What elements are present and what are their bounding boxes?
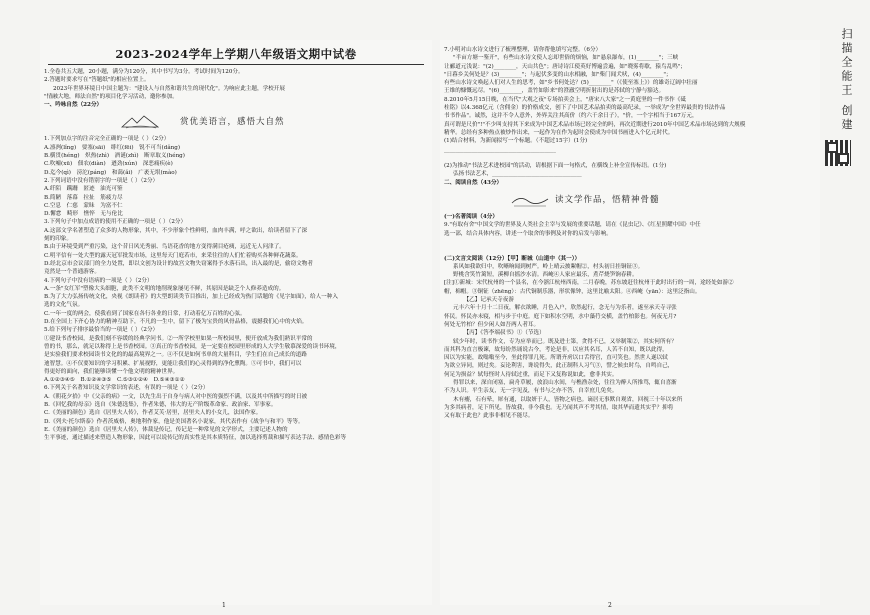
question-lines [440, 46, 820, 187]
question-line: A.《朝花夕拾》中《父亲的病》一文，以先生出于自身与病人对中医的强烈不满，以及其中所描写的时日被 [44, 393, 308, 400]
intro-line: "情融大地，师法自然"的项目化学习活动，邀你参加。 [44, 93, 178, 100]
option-line: A.这部文学名著塑造了众多的人物形象，其中，不少形象个性鲜明，血肉丰满，呼之欲出，给读者留下了深 [44, 227, 308, 234]
section-heading: 二、阅读自然（43分） [444, 179, 503, 186]
banner-text: 赏优美语言，感悟大自然 [180, 117, 285, 128]
passage-title: 【丙】《答李端叔书》①（节选） [444, 330, 545, 337]
passage-line: 怀民。怀民亦未寝，相与步于中庭。庭下如积水空明，水中藻荇交横，盖竹柏影也。何夜无月? [444, 313, 677, 320]
blank-line [444, 238, 816, 246]
question-line: 7.小明对山水诗文进行了梳理整理，请你帮他填写完整。（6分） [444, 47, 602, 53]
option-line: 迪智慧。④不仅要知识的学习积累、扩展视野，更能让我们的心灵得到的净化熏陶。⑤可书中，我们可以 [44, 360, 302, 367]
passage-line: 真可谓是尺价"!"不少叫支持其下来成为中国艺术品市场已经完全的吗，再次近期进行2010年中国艺术品市场达到的大规模 [444, 121, 746, 128]
answer-blank: ________________________________________ [444, 146, 556, 153]
option-line: B.由于环境受到严重污染，这个昔日风光秀丽、鸟语花香的地方变得满目疮痍，远近无人问津了。 [44, 244, 285, 251]
passage-line: 不为人识。平生亲友，无一字见及，有书与之亦不答，自幸庶几免矣。 [444, 388, 618, 395]
section-heading: 一、吟咏自然（22分） [44, 102, 103, 109]
option-line: A.一条"女红军"塑像大头细胞，此类不文明的地削现象屡见不鲜，其原因是缺乏个人修养造成的。 [44, 285, 285, 292]
qr-code-icon [825, 140, 851, 166]
passage-line: 为欲立异同，则过矣。妄论利害，谗说得失，此正制科人习气③，譬之候虫时鸟，自鸣自己， [444, 363, 674, 370]
question-line: 8.2010年5月15日晚，在当代"大观之夜"专场拍卖会上，"唐宋八大家"之一黄庭坚的一件书作《砥 [444, 96, 686, 103]
option-line: C.《美丽的颜色》选自《居里夫人传》，作者艾芙·居里，居里夫人的小女儿，法国作家。 [44, 410, 262, 417]
blank-line [444, 154, 816, 162]
passage-line: 书书作品"。诚然，这并不令人意外，外界关注其高价（约六千余日子），"价，一个字相当于167万元， [444, 113, 698, 120]
option-line: B.为了大力弘扬传统文化，央视《朗读者》的大型朗读类节目推出，加上已经成为热门话题的《见字如面》，给人一种入 [44, 294, 338, 301]
exam-page-2 [440, 40, 820, 605]
question-line: 1.下列加点字的注音完全正确的一项是（ ）（2分） [44, 136, 170, 143]
question-line: 9."有取有舍"中国文学的世界及人类社会主宰与发展的重要话题，请在《昆虫记》、《红星照耀中国》中任 [444, 222, 701, 229]
question-line: 3.下列句子中加点成语的使用不正确的一项是（ ）（2分） [44, 219, 187, 226]
note-line: [注]①新城：宋代杭州的一个县名，在今浙江杭州西南，二月春晚，苏东坡赶往杭州于此时出行的一周，途经处如游② [444, 280, 734, 287]
exam-page-1 [40, 40, 432, 605]
option-line: 刻的印象。 [44, 236, 72, 243]
passage-line: "日暮乡关何处是？(3)________"；与起伏多变的山水相融，如"柴门闻犬吠，(4)________"； [444, 71, 672, 78]
option-line: 曾的书，那么，就足以称得上是书香校园。③真正的书香校园，是一定要在校园里形成的人大学生敬慕深爱的读书环境， [44, 343, 341, 350]
option-line: E.《美丽的颜色》选自《居里夫人传》，体裁是传记，传记是一种常见的文学形式，主要记述人物的 [44, 426, 288, 433]
question-line: 选一部，结合具体内容，讲述一个取舍的事例及对你的启发与影响。 [444, 230, 612, 237]
passage-line: 精华。总经有多种热点被炒作出来，一起作为在作为起时会使成为中国书画进入个亿元时代。 [444, 129, 674, 136]
passage-line: "半亩方塘一鉴开"，有些山水诗文使人忘却世俗的烦恼，如"悬泉瀑布，(1)________"；三峡 [453, 55, 679, 62]
intro-line: 2023年世界环境日中国主题为："建设人与自然和谐共生的现代化"。为响应此主题，学校开展 [53, 85, 285, 92]
option-line: C.明平信有一处大型的露天冠军批发市场，这里每天门庭若市，来采往往的人们忙着购买各种鲜花蔬菜。 [44, 252, 302, 259]
section-banner [40, 111, 432, 133]
option-line: A.①②③④⑤ B.①②④③⑤ C.⑤③①②④ D.⑤④③①② [44, 377, 185, 384]
passage-line: 王维的慷慨远尽。"(6)________，盖竹如影来"的澄澈空明折射出的是苏轼的宁静与豁达。 [444, 88, 665, 95]
passage-line: 元丰六年十月十二日夜，解衣欲睡，月色入户，欣然起行，念无与为乐者，遂至承天寺寻张 [453, 305, 677, 312]
blank-line [444, 246, 816, 254]
title-divider [48, 64, 424, 65]
option-line: B.简陋 落幕 拉扯 筋疲力尽 [44, 194, 123, 201]
passage-line: 木有瘿，石有晕，犀有通，以取妍于人，皆物之病也。谪居无事默自观省，回视三十年以来所 [453, 396, 683, 403]
option-line: B.《回忆我的母亲》选自《朱德选集》，作者朱德，伟大的无产阶级革命家、政治家、军事家。 [44, 401, 277, 408]
option-line: D.迄今(qì) 滂沱(páng) 和蔼(ǎi) 广袤无垠(mào) [44, 169, 177, 176]
option-line: D.经北京市会议部门的全力处置，即以文创为设计的故宫文物失窃案得予水落石出，出入最的是，偷窃文物者 [44, 260, 313, 267]
option-line: 是实验我们要求校园读书文化的的最高境界之一。④不仅是如何书单的大量科目，学生们在自己成长的道路 [44, 352, 307, 359]
passage-line: 轼少年时，读书作文，专为应举而已。既及进士第，贪得不已，又举制策②，其实何所有？ [453, 338, 677, 345]
instruction-line: 1.全卷共五大题，20小题，满分为120分，其中书写为3分。考试时间为120分。 [44, 69, 244, 75]
banner-text: 读文学作品，悟精神骨髓 [555, 195, 660, 206]
option-line: C.空息 仁慈 蒙昧 为富不仁 [44, 202, 123, 209]
passage-line: 有些山水诗文唤起人们对人生的思考，如"乡书何处达？(5)________"（《使至塞上》）的雄奇辽阔中壮丽 [444, 80, 698, 87]
page-number: 1 [222, 602, 226, 609]
page-number: 2 [608, 602, 612, 609]
passage-line: 何处无竹柏？但少闲人如吾两人者耳。 [444, 321, 540, 328]
option-line: B.横贯(héng) 炽热(zhì) 酒谜(zhì) 断章取义(héng) [44, 153, 185, 160]
passage-line: 而其科为直言极谏，故每纷然诵说古今，考论是非，以应其名耳，人苦不自知，既以此得， [444, 346, 668, 353]
option-line: ①建设书香校园，是我们刻不容缓的经典学问书。②一所学校里如果一所校园里，便开放成为我们熟识平常的 [44, 335, 313, 342]
question-line: (2)为推动"书法艺术进校园"的活动，请根据下面一句格式，在横线上补全宣传标语。(1分) [444, 163, 667, 170]
option-line: 得更好的面向，我们能够读懂一个他文明的精神世界。 [44, 368, 179, 375]
question-lines [40, 135, 432, 442]
option-line: D.《列夫·托尔斯泰》作者茨威格，奥地利作家，他是美国著名小说家，其代表作有《战争与和平》等等。 [44, 418, 304, 425]
option-line: D.懈怠 畸形 憔悴 无与伦比 [44, 211, 123, 218]
option-line: 6.下列关于名著知识及文学常识的表述，有误的一项是（ ）（2分） [44, 385, 209, 392]
passage-line: 何足为损益？轼每怪时人待轼过重，而足下又复称说如此，愈非其实。 [444, 371, 618, 378]
scanner-watermark-text: 扫描全能王 创建 [840, 28, 853, 133]
passage-line: 又有取于此也？此事非相见不能尽。 [444, 413, 534, 420]
question-line: (1)结合材料，为新闻拟写一个标题。（不超过15字）(1分) [444, 138, 588, 145]
passage-line: 为多其病者，足下所见，皆故我，非今我也。无乃闻其声不考其情，取其华而遗其实乎？抑将 [444, 404, 674, 411]
subsection-heading: (一)名著阅读（4分） [444, 214, 498, 221]
option-line: A.纤陌 蹒跚 匿迹 油光可鉴 [44, 186, 123, 193]
option-line: 竟然是一个普通游客。 [44, 269, 100, 276]
exam-title: 2023-2024学年上学期八年级语文期中试卷 [115, 47, 357, 61]
section-banner [440, 189, 820, 211]
landscape-illustration-icon [510, 191, 550, 207]
intro-lines [40, 68, 432, 109]
scanner-watermark [826, 10, 864, 150]
poem-line: 野桃含笑竹篱短，溪柳自摇沙水清。西崦④人家应最乐，煮芹烧笋饷春耕。 [453, 272, 638, 279]
passage-line: 让郦道元浅说："(2)________，天山共色"；唐诗诗江使英好博遍尝遍，如"晓雾将歇，猿鸟乱鸣"； [444, 63, 686, 70]
question-line: 2.下列词语中没有错别字的一项是（ ）（2分） [44, 177, 159, 184]
note-line: 帽，棉帽。③铜钲（zhēng）：古代铜制乐器，形状像钟，这里比喻太阳。④西崦（yān）：这里泛指山。 [444, 288, 701, 295]
poem-line: 系风如我欲归中，吹晰晌闻到树严。岭上晴云披絮帽②，村头初日挂铜钲③。 [453, 263, 644, 270]
instruction-line: 2.答题时要求写在"答题纸"的相应位置上。 [44, 77, 150, 84]
option-line: C.一年一度的两会，使我看到了国家在各行各业的日常，打动着亿万百姓的心弦。 [44, 310, 246, 317]
passage-title: 【乙】记承天寺夜游 [444, 297, 514, 304]
answer-blank: 弘扬书法艺术，________________________________ [453, 171, 582, 178]
option-line: A.凛冽(lǐng) 要塞(sāi) 绯红(fēi) 锐不可当(dǎng) [44, 144, 181, 151]
mountain-illustration-icon [120, 113, 160, 129]
subsection-heading: (二)文言文阅读（12分）【甲】断城（山道中（其一）） [444, 255, 581, 262]
passage-line: 得罪以来，深自闭塞，扁舟草履，放浪山水间，与樵渔杂处，往往为醉人所推骂，辄自喜渐 [453, 379, 677, 386]
passage-line: 柱铭》以4.368亿元（含佣金）的价格成交，创下了中国艺术品拍卖的最高纪录，一举成为"全世界最贵的书法作品 [444, 105, 726, 112]
option-line: 生平事迹，通过描述来塑造人物形象，因此可以说传记的真实性是其本质特征，加以选择剪裁和描写表达手法、感情色彩等 [44, 435, 347, 442]
option-line: D.在全国上下齐心协力的精神互助下，不凡的一生中，留下了极为宝贵的风骨品格，震撼我们心中的火焰。 [44, 319, 308, 326]
option-line: 选的文化气氛。 [44, 302, 84, 309]
question-line: 5.给下列句子排序最恰当的一项是（ ）（2分） [44, 327, 159, 334]
option-line: C.吹嘘(xū) 佃农(diàn) 遒劲(xún) 深恶痛疾(è) [44, 161, 173, 168]
reading-lines [440, 213, 820, 420]
passage-line: 因以为实能，故嗡嗡至今，坐此得罪几死。所谓齐虏以口舌得官，直可笑也。然世人遂以轼 [444, 355, 668, 362]
question-line: 4.下列句子中没有语病的一项是（ ）（2分） [44, 277, 153, 284]
